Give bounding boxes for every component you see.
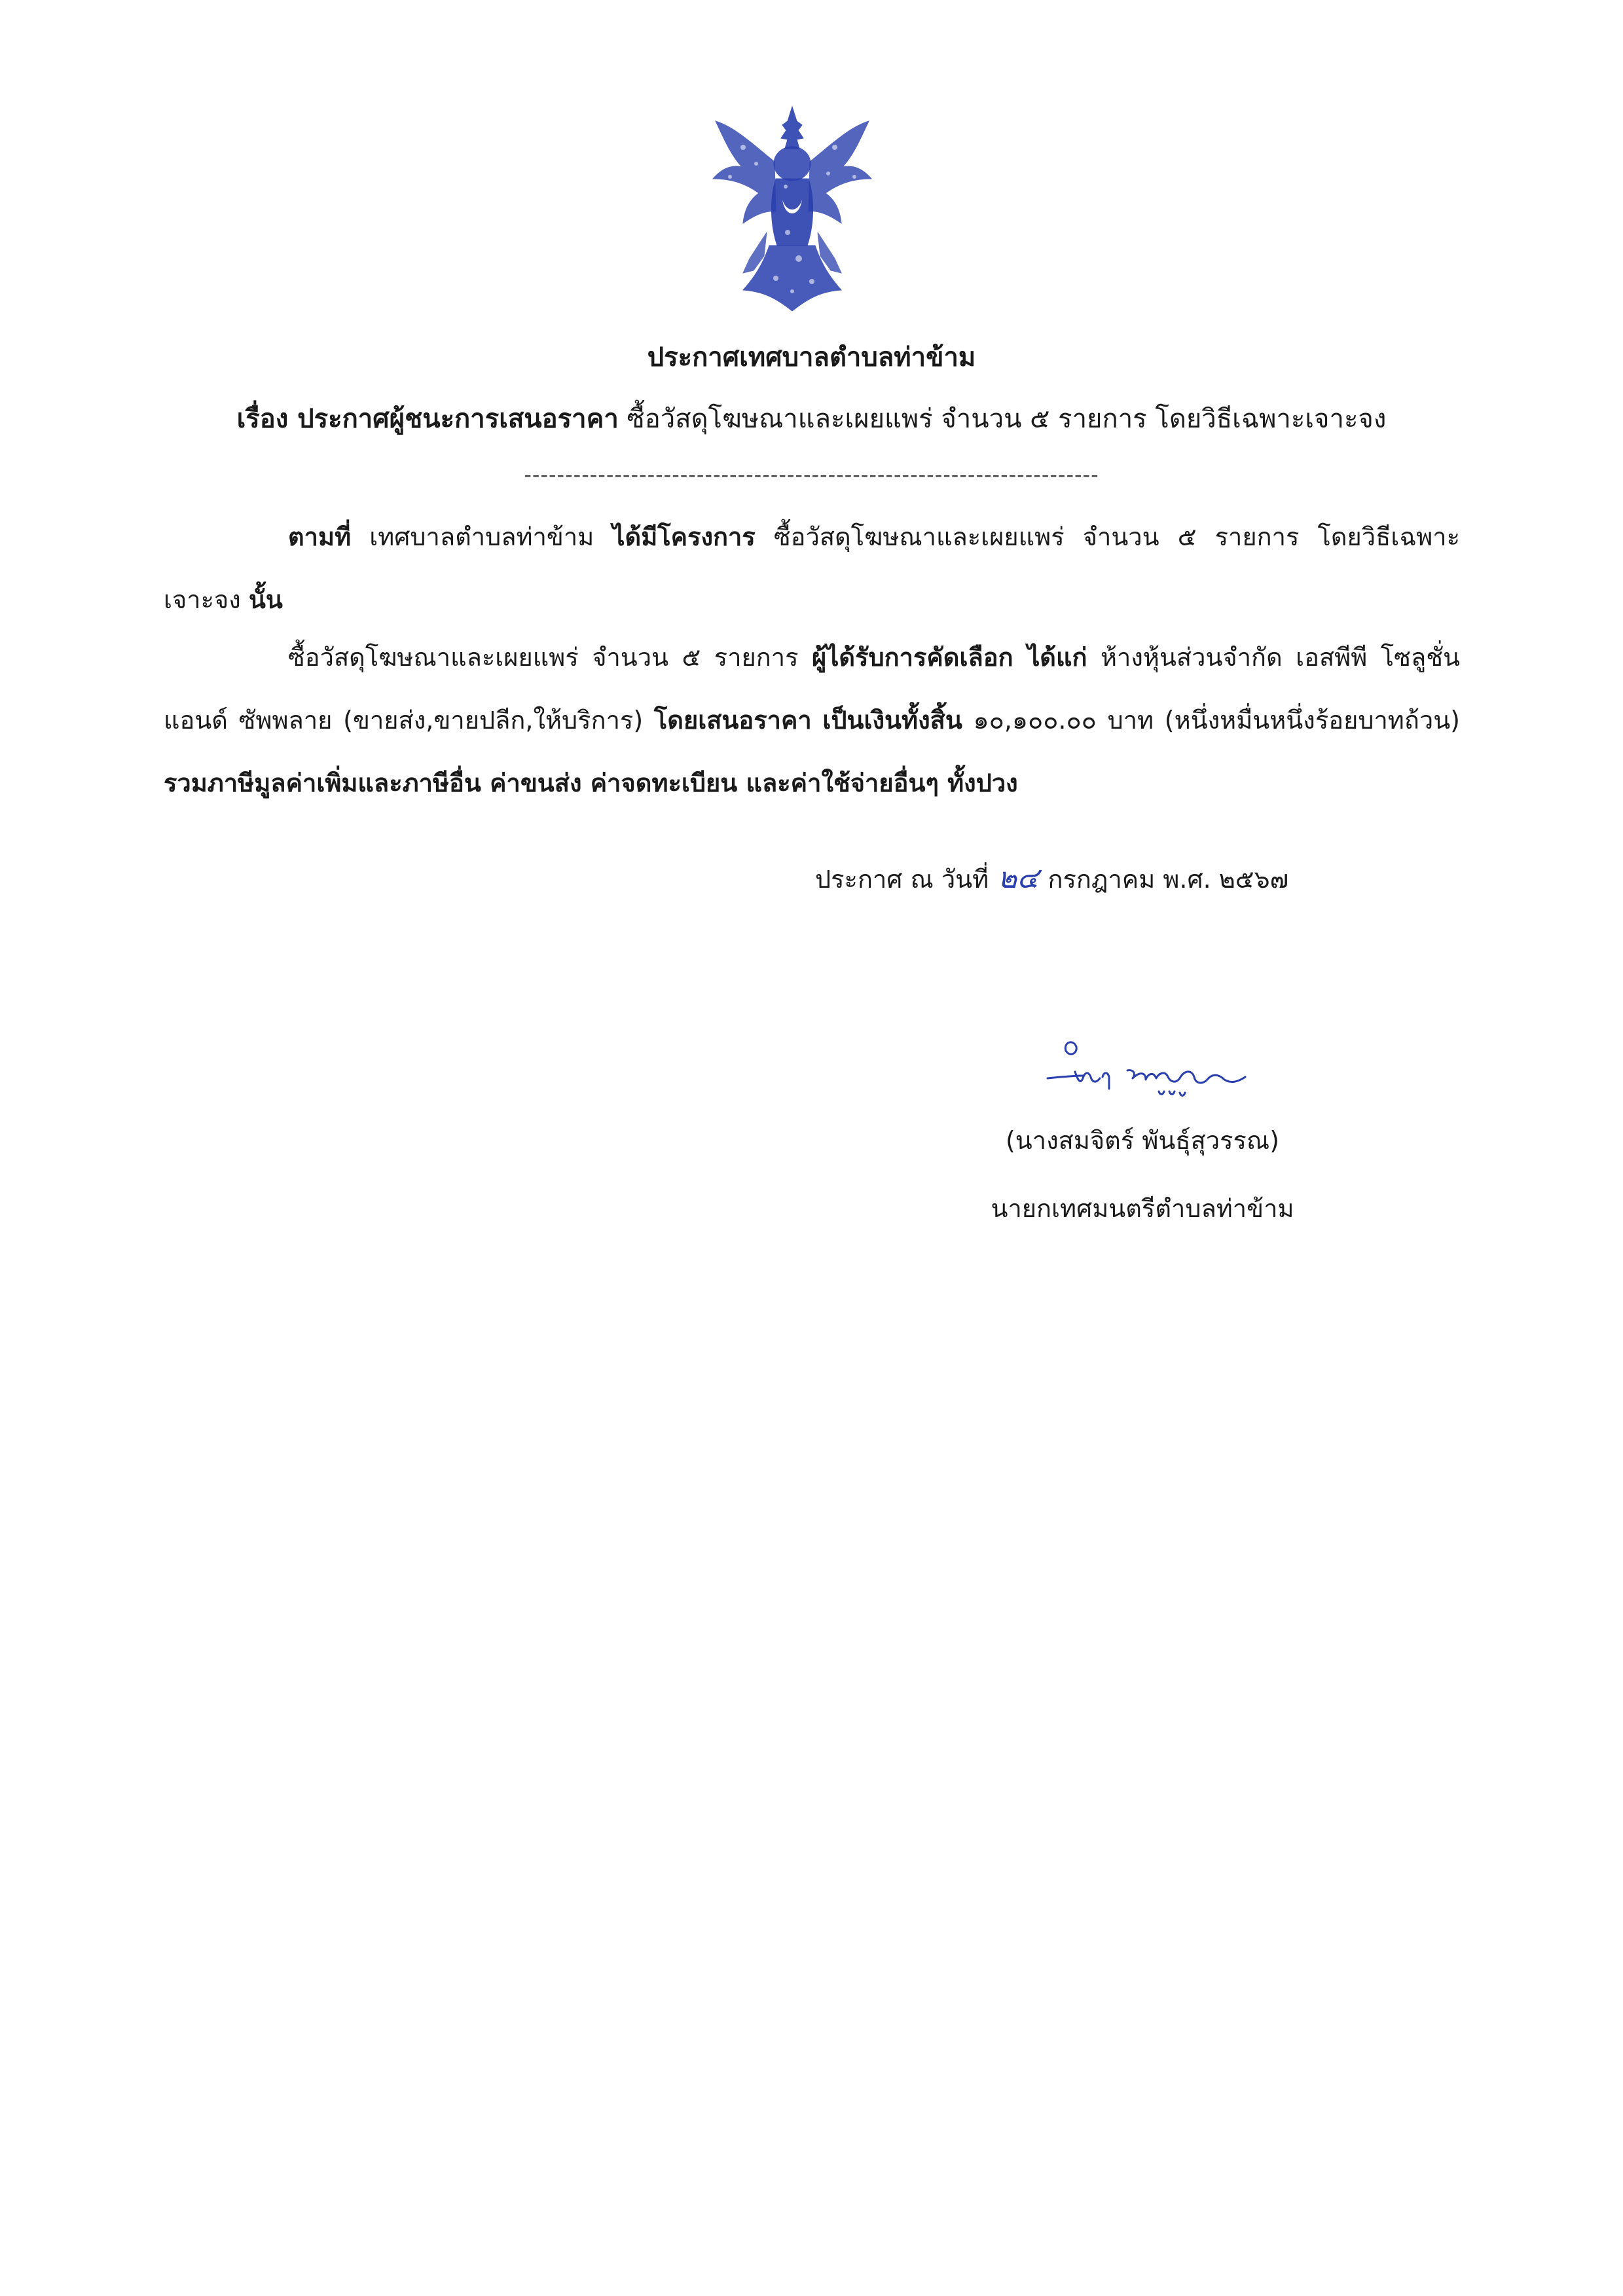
p2-segment — [812, 706, 823, 735]
p2-segment: โดยเสนอราคา — [653, 706, 812, 735]
p1-segment: ตามที่ — [288, 522, 352, 551]
document-title: ประกาศเทศบาลตำบลท่าข้าม — [647, 342, 976, 373]
paragraph-winner — [164, 626, 1460, 814]
p1-segment: ได้มีโครงการ — [612, 522, 756, 551]
paragraph-project — [164, 505, 1460, 631]
p1-segment: เทศบาลตำบลท่าข้าม — [351, 522, 613, 551]
separator-line: ---------------------------------------------------------------------- — [524, 462, 1099, 487]
announcement-date — [815, 859, 1288, 899]
p1-segment: ซื้อวัสดุโฆษณาและเผยแพร่ จำนวน ๕ รายการ โดยวิธีเฉพาะเจาะจง — [164, 522, 1461, 614]
garuda-emblem-icon — [704, 101, 881, 321]
p2-segment: ซื้อวัสดุโฆษณาและเผยแพร่ จำนวน ๕ รายการ — [288, 643, 812, 672]
date-prefix: ประกาศ ณ วันที่ — [815, 865, 989, 894]
subject-label: เรื่อง ประกาศผู้ชนะการเสนอราคา — [236, 404, 619, 434]
subject-text: ซื้อวัสดุโฆษณาและเผยแพร่ จำนวน ๕ รายการ โดยวิธีเฉพาะเจาะจง — [618, 404, 1387, 434]
date-day-handwritten: ๒๔ — [998, 862, 1039, 895]
p2-segment: ห้างหุ้นส่วนจำกัด เอสพีพี โซลูชั่น แอนด์ ซัพพลาย (ขายส่ง,ขายปลีก,ให้บริการ) — [164, 643, 1461, 735]
p2-segment: รวมภาษีมูลค่าเพิ่มและภาษีอื่น ค่าขนส่ง ค่าจดทะเบียน และค่าใช้จ่ายอื่นๆ ทั้งปวง — [164, 769, 1018, 797]
p1-segment: นั้น — [248, 585, 283, 614]
signature-icon — [1041, 1031, 1264, 1106]
p2-segment: ๑๐,๑๐๐.๐๐ บาท (หนึ่งหมื่นหนึ่งร้อยบาทถ้วน) — [962, 706, 1460, 735]
signer-position: นายกเทศมนตรีตำบลท่าข้าม — [991, 1194, 1294, 1223]
date-month-year: กรกฎาคม พ.ศ. ๒๕๖๗ — [1048, 865, 1289, 894]
p2-segment: ผู้ได้รับการคัดเลือก ได้แก่ — [812, 643, 1087, 672]
signer-name: (นางสมจิตร์ พันธุ์สุวรรณ) — [1005, 1126, 1280, 1155]
document-subject — [0, 401, 1623, 437]
p2-segment: เป็นเงินทั้งสิ้น — [822, 706, 962, 735]
